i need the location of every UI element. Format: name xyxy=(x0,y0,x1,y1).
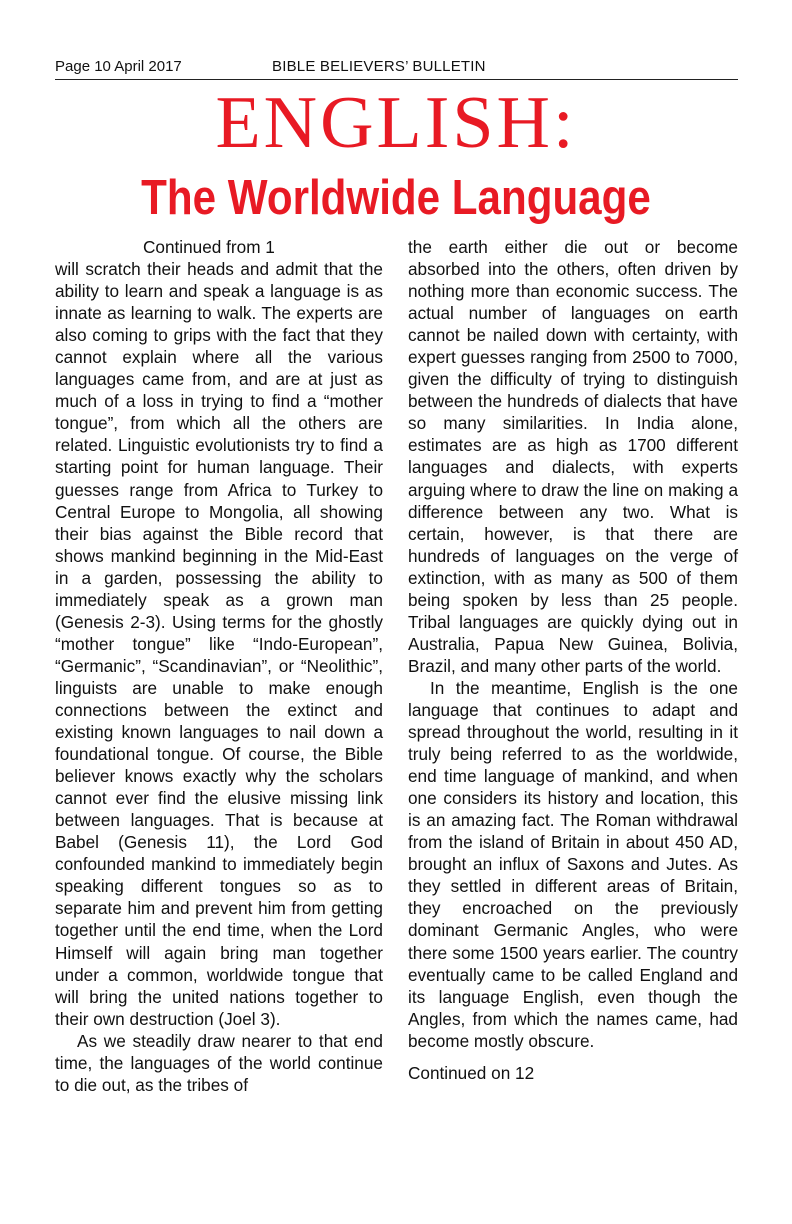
article-title: ENGLISH: xyxy=(215,82,577,164)
continued-on-note: Continued on 12 xyxy=(408,1062,535,1083)
column2-paragraph-2: In the meantime, English is the one language that continues to adapt and spread throughout the world, resulting in it truly being referred to as the worldwide, end time language of mankind, and when one considers its history and location, this is an amazing fact. The Roman withdrawal from the island of Britain in about 450 AD, brought an influx of Saxons and Jutes. As they settled in different areas of Britain, they encroached on the previously dominant Germanic Angles, who were there some 1500 years earlier. The country eventually came to be called England and its language English, even though the Angles, from which the names came, had become mostly obscure. xyxy=(408,677,738,1051)
article-column-1 xyxy=(55,236,383,1096)
continued-from-note: Continued from 1 xyxy=(143,237,275,257)
page-info: Page 10 April 2017 xyxy=(55,58,182,75)
column1-paragraph-1: will scratch their heads and admit that the ability to learn and speak a language is as innate as learning to walk. The experts are also coming to grips with the fact that they cannot explain where all the various languages came from, and are at just as much of a loss in trying to find a “mother tongue”, from which all the others are related. Linguistic evolutionists try to find a starting point for human language. Their guesses range from Africa to Turkey to Central Europe to Mongolia, all showing their bias against the Bible record that shows mankind beginning in the Mid-East in a garden, possessing the ability to immediately speak as a grown man (Genesis 2-3). Using terms for the ghostly “mother tongue” like “Indo-European”, “Germanic”, “Scandinavian”, or “Neolithic”, linguists are unable to make enough connections between the extinct and existing known languages to nail down a foundational tongue. Of course, the Bible believer knows exactly why the scholars cannot ever find the elusive missing link between languages. That is because at Babel (Genesis 11), the Lord God confounded mankind to immediately begin speaking different tongues so as to separate him and prevent him from getting together until the end time, when the Lord Himself will again bring man together under a common, worldwide tongue that will bring the united nations together to their own destruction (Joel 3). xyxy=(55,259,383,1029)
column1-paragraph-2: As we steadily draw nearer to that end time, the languages of the world continue to die out, as the tribes of xyxy=(55,1030,383,1095)
column2-paragraph-1: the earth either die out or become absorbed into the others, often driven by nothing more than economic success. The actual number of languages on earth cannot be nailed down with certainty, with expert guesses ranging from 2500 to 7000, given the difficulty of trying to distinguish between the hundreds of dialects that have so many similarities. In India alone, estimates are as high as 1700 different languages and dialects, with experts arguing where to draw the line on making a difference between any two. What is certain, however, is that there are hundreds of languages on the verge of extinction, with as many as 500 of them being spoken by less than 25 people. Tribal languages are quickly dying out in Australia, Papua New Guinea, Bolivia, Brazil, and many other parts of the world. xyxy=(408,237,738,676)
article-subtitle: The Worldwide Language xyxy=(141,171,651,225)
publication-name: BIBLE BELIEVERS’ BULLETIN xyxy=(272,58,486,75)
article-column-2 xyxy=(408,236,738,1084)
running-header xyxy=(55,54,738,80)
